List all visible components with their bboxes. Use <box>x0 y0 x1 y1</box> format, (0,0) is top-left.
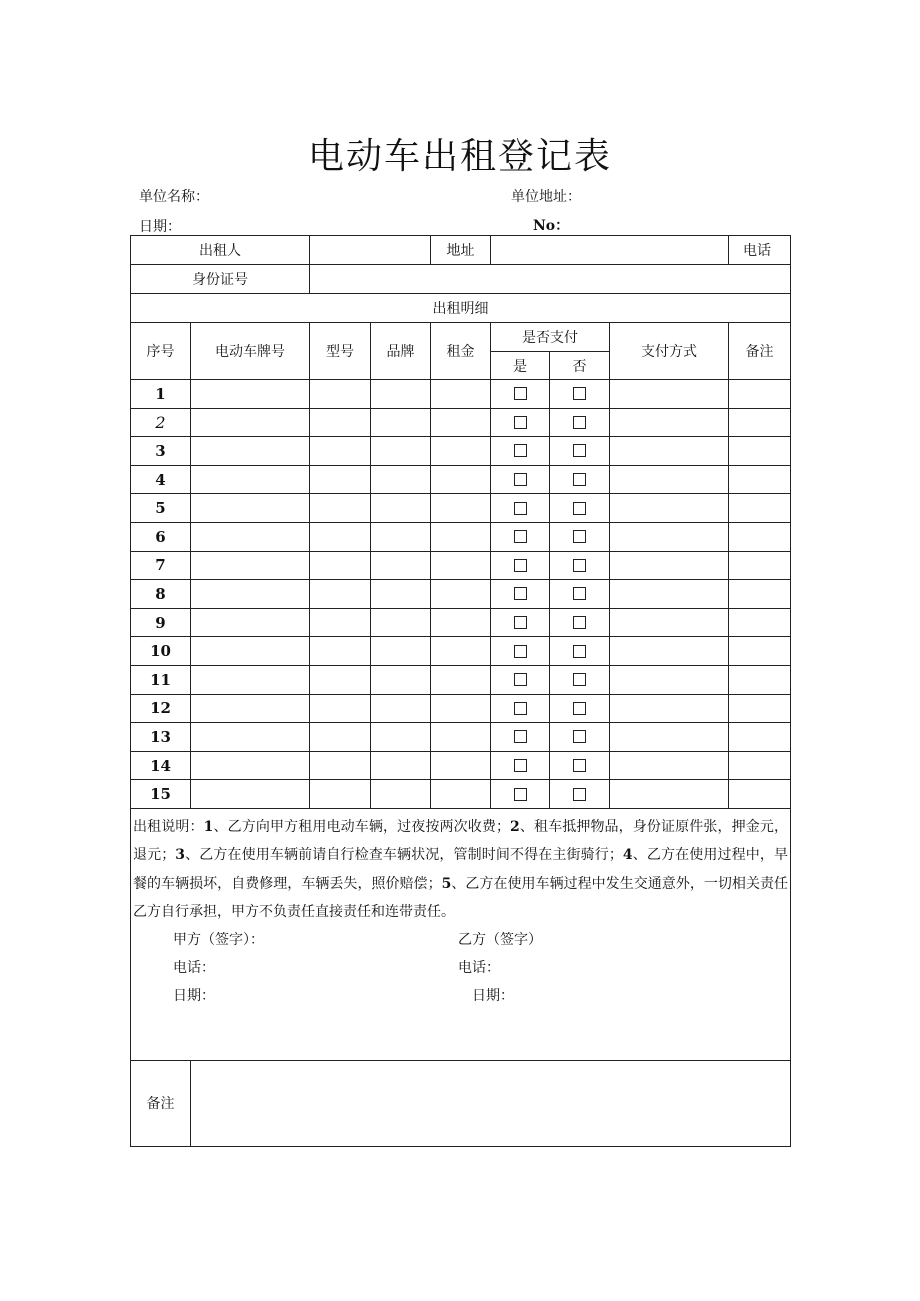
header-paid-group: 是否支付 <box>491 323 610 352</box>
paid-no-cell <box>550 665 610 694</box>
brand-cell[interactable] <box>371 723 431 752</box>
brand-cell[interactable] <box>371 665 431 694</box>
brand-cell[interactable] <box>371 494 431 523</box>
header-paid-no: 否 <box>550 352 610 380</box>
payment-method-cell[interactable] <box>610 694 729 723</box>
paid-no-checkbox[interactable] <box>573 530 586 543</box>
rental-detail-title: 出租明细 <box>131 294 791 323</box>
renter-value[interactable] <box>310 236 431 265</box>
payment-method-cell[interactable] <box>610 665 729 694</box>
model-cell[interactable] <box>310 522 371 551</box>
remark-cell[interactable] <box>729 637 791 666</box>
plate-cell[interactable] <box>191 608 310 637</box>
row-index: 15 <box>131 780 191 809</box>
row-index: 8 <box>131 580 191 609</box>
row-index: 9 <box>131 608 191 637</box>
rent-cell[interactable] <box>431 522 491 551</box>
brand-cell[interactable] <box>371 780 431 809</box>
plate-cell[interactable] <box>191 522 310 551</box>
paid-yes-checkbox[interactable] <box>514 730 527 743</box>
plate-cell[interactable] <box>191 494 310 523</box>
remark-cell[interactable] <box>729 522 791 551</box>
table-row <box>131 494 791 523</box>
notes-item-num: 4 <box>622 847 633 864</box>
rental-notes <box>131 809 790 927</box>
remark-cell[interactable] <box>729 408 791 437</box>
remark-cell[interactable] <box>729 751 791 780</box>
rent-cell[interactable] <box>431 637 491 666</box>
paid-no-checkbox[interactable] <box>573 559 586 572</box>
paid-no-checkbox[interactable] <box>573 416 586 429</box>
notes-item-num: 3 <box>175 847 186 864</box>
row-index: 7 <box>131 551 191 580</box>
model-cell[interactable] <box>310 408 371 437</box>
notes-item-text: 、乙方在使用过程中，早餐的车辆损坏，自费修理，车辆丢失，照价赔偿； <box>133 847 789 892</box>
paid-no-cell <box>550 780 610 809</box>
model-cell[interactable] <box>310 380 371 409</box>
payment-method-cell[interactable] <box>610 723 729 752</box>
table-row <box>131 751 791 780</box>
brand-cell[interactable] <box>371 522 431 551</box>
paid-no-cell <box>550 580 610 609</box>
model-cell[interactable] <box>310 608 371 637</box>
paid-yes-checkbox[interactable] <box>514 702 527 715</box>
notes-prefix: 出租说明： <box>133 818 204 835</box>
paid-yes-checkbox[interactable] <box>514 502 527 515</box>
row-index: 14 <box>131 751 191 780</box>
unit-address-label: 单位地址： <box>511 189 581 205</box>
paid-yes-checkbox[interactable] <box>514 759 527 772</box>
row-index: 5 <box>131 494 191 523</box>
row-index: 2 <box>131 408 191 437</box>
paid-no-cell <box>550 551 610 580</box>
table-row <box>131 694 791 723</box>
table-row <box>131 780 791 809</box>
plate-cell[interactable] <box>191 380 310 409</box>
rent-cell[interactable] <box>431 380 491 409</box>
payment-method-cell[interactable] <box>610 780 729 809</box>
brand-cell[interactable] <box>371 608 431 637</box>
no-label: No： <box>533 218 570 234</box>
payment-method-cell[interactable] <box>610 494 729 523</box>
table-row <box>131 608 791 637</box>
model-cell[interactable] <box>310 637 371 666</box>
footer-remark-label: 备注 <box>131 1060 191 1146</box>
party-a-phone-label: 电话： <box>173 959 215 976</box>
party-a-date-label: 日期： <box>173 987 215 1004</box>
paid-no-checkbox[interactable] <box>573 788 586 801</box>
header-brand: 品牌 <box>371 323 431 380</box>
rent-cell[interactable] <box>431 608 491 637</box>
plate-cell[interactable] <box>191 637 310 666</box>
paid-no-cell <box>550 694 610 723</box>
payment-method-cell[interactable] <box>610 608 729 637</box>
notes-item-num: 2 <box>509 818 520 835</box>
paid-no-cell <box>550 608 610 637</box>
model-cell[interactable] <box>310 751 371 780</box>
paid-yes-checkbox[interactable] <box>514 673 527 686</box>
payment-method-cell[interactable] <box>610 380 729 409</box>
rental-notes-section <box>131 808 791 1060</box>
paid-no-checkbox[interactable] <box>573 444 586 457</box>
paid-yes-checkbox[interactable] <box>514 416 527 429</box>
brand-cell[interactable] <box>371 751 431 780</box>
paid-no-cell <box>550 380 610 409</box>
paid-yes-cell <box>491 723 550 752</box>
row-index: 10 <box>131 637 191 666</box>
brand-cell[interactable] <box>371 408 431 437</box>
paid-no-checkbox[interactable] <box>573 587 586 600</box>
plate-cell[interactable] <box>191 465 310 494</box>
row-index: 4 <box>131 465 191 494</box>
paid-no-checkbox[interactable] <box>573 702 586 715</box>
table-row <box>131 437 791 466</box>
payment-method-cell[interactable] <box>610 522 729 551</box>
row-index: 13 <box>131 723 191 752</box>
date-label: 日期： <box>139 219 181 235</box>
remark-cell[interactable] <box>729 551 791 580</box>
header-rent: 租金 <box>431 323 491 380</box>
paid-no-cell <box>550 522 610 551</box>
notes-item-text: 、乙方在使用车辆前请自行检查车辆状况，管制时间不得在主街骑行； <box>185 847 623 864</box>
paid-no-checkbox[interactable] <box>573 730 586 743</box>
party-b-sign-label: 乙方（签字） <box>458 931 542 948</box>
row-index: 6 <box>131 522 191 551</box>
notes-item-text: 、乙方在使用车辆过程中发生交通意外，一切相关责任乙方自行承担，甲方不负责任直接责任和连带责任。 <box>133 875 789 921</box>
plate-cell[interactable] <box>191 551 310 580</box>
table-row <box>131 551 791 580</box>
paid-yes-checkbox[interactable] <box>514 444 527 457</box>
table-row <box>131 408 791 437</box>
footer-remark-value[interactable] <box>191 1060 791 1146</box>
paid-no-checkbox[interactable] <box>573 673 586 686</box>
address-label: 地址 <box>431 236 491 265</box>
brand-cell[interactable] <box>371 437 431 466</box>
rent-cell[interactable] <box>431 751 491 780</box>
paid-no-checkbox[interactable] <box>573 502 586 515</box>
brand-cell[interactable] <box>371 551 431 580</box>
table-row <box>131 380 791 409</box>
paid-yes-cell <box>491 580 550 609</box>
model-cell[interactable] <box>310 694 371 723</box>
model-cell[interactable] <box>310 780 371 809</box>
paid-yes-cell <box>491 751 550 780</box>
brand-cell[interactable] <box>371 580 431 609</box>
paid-yes-checkbox[interactable] <box>514 788 527 801</box>
paid-yes-checkbox[interactable] <box>514 473 527 486</box>
paid-yes-cell <box>491 522 550 551</box>
paid-no-checkbox[interactable] <box>573 645 586 658</box>
header-payment-method: 支付方式 <box>610 323 729 380</box>
plate-cell[interactable] <box>191 723 310 752</box>
brand-cell[interactable] <box>371 380 431 409</box>
paid-no-checkbox[interactable] <box>573 616 586 629</box>
party-a-sign-label: 甲方（签字）： <box>173 931 264 948</box>
remark-cell[interactable] <box>729 665 791 694</box>
paid-yes-cell <box>491 608 550 637</box>
paid-yes-checkbox[interactable] <box>514 559 527 572</box>
payment-method-cell[interactable] <box>610 751 729 780</box>
remark-cell[interactable] <box>729 437 791 466</box>
notes-item-num: 1 <box>203 818 214 835</box>
paid-yes-checkbox[interactable] <box>514 530 527 543</box>
header-index: 序号 <box>131 323 191 380</box>
paid-yes-cell <box>491 465 550 494</box>
remark-cell[interactable] <box>729 465 791 494</box>
table-row <box>131 637 791 666</box>
paid-yes-checkbox[interactable] <box>514 387 527 400</box>
payment-method-cell[interactable] <box>610 637 729 666</box>
rent-cell[interactable] <box>431 665 491 694</box>
brand-cell[interactable] <box>371 637 431 666</box>
plate-cell[interactable] <box>191 665 310 694</box>
renter-label: 出租人 <box>131 236 310 265</box>
plate-cell[interactable] <box>191 408 310 437</box>
plate-cell[interactable] <box>191 437 310 466</box>
remark-cell[interactable] <box>729 780 791 809</box>
phone-label: 电话 <box>729 236 791 265</box>
model-cell[interactable] <box>310 723 371 752</box>
brand-cell[interactable] <box>371 465 431 494</box>
paid-no-checkbox[interactable] <box>573 473 586 486</box>
party-b-date-label: 日期： <box>472 987 514 1004</box>
notes-item-num: 5 <box>441 875 452 892</box>
paid-yes-checkbox[interactable] <box>514 587 527 600</box>
row-index: 12 <box>131 694 191 723</box>
rent-cell[interactable] <box>431 551 491 580</box>
paid-no-checkbox[interactable] <box>573 387 586 400</box>
model-cell[interactable] <box>310 465 371 494</box>
paid-yes-checkbox[interactable] <box>514 616 527 629</box>
payment-method-cell[interactable] <box>610 580 729 609</box>
model-cell[interactable] <box>310 665 371 694</box>
header-plate: 电动车牌号 <box>191 323 310 380</box>
paid-yes-cell <box>491 694 550 723</box>
rent-cell[interactable] <box>431 408 491 437</box>
rent-cell[interactable] <box>431 465 491 494</box>
paid-no-cell <box>550 637 610 666</box>
row-index: 1 <box>131 380 191 409</box>
remark-cell[interactable] <box>729 380 791 409</box>
id-value[interactable] <box>310 265 791 294</box>
rent-cell[interactable] <box>431 580 491 609</box>
paid-no-cell <box>550 494 610 523</box>
paid-yes-cell <box>491 408 550 437</box>
paid-yes-cell <box>491 551 550 580</box>
payment-method-cell[interactable] <box>610 408 729 437</box>
paid-yes-cell <box>491 665 550 694</box>
table-row <box>131 580 791 609</box>
paid-yes-checkbox[interactable] <box>514 645 527 658</box>
paid-yes-cell <box>491 780 550 809</box>
rent-cell[interactable] <box>431 494 491 523</box>
payment-method-cell[interactable] <box>610 465 729 494</box>
remark-cell[interactable] <box>729 608 791 637</box>
paid-yes-cell <box>491 437 550 466</box>
paid-yes-cell <box>491 494 550 523</box>
paid-yes-cell <box>491 380 550 409</box>
page-title: 电动车出租登记表 <box>307 136 612 177</box>
id-label: 身份证号 <box>131 265 310 294</box>
plate-cell[interactable] <box>191 780 310 809</box>
rent-cell[interactable] <box>431 723 491 752</box>
row-index: 11 <box>131 665 191 694</box>
remark-cell[interactable] <box>729 494 791 523</box>
paid-no-cell <box>550 751 610 780</box>
party-b-phone-label: 电话： <box>458 959 500 976</box>
model-cell[interactable] <box>310 551 371 580</box>
table-row <box>131 665 791 694</box>
table-row <box>131 522 791 551</box>
model-cell[interactable] <box>310 494 371 523</box>
rent-cell[interactable] <box>431 694 491 723</box>
plate-cell[interactable] <box>191 694 310 723</box>
remark-cell[interactable] <box>729 723 791 752</box>
plate-cell[interactable] <box>191 751 310 780</box>
header-model: 型号 <box>310 323 371 380</box>
notes-item-text: 、乙方向甲方租用电动车辆，过夜按两次收费； <box>213 818 510 835</box>
table-row <box>131 723 791 752</box>
paid-no-cell <box>550 465 610 494</box>
header-paid-yes: 是 <box>491 352 550 380</box>
paid-no-cell <box>550 408 610 437</box>
brand-cell[interactable] <box>371 694 431 723</box>
table-row <box>131 465 791 494</box>
payment-method-cell[interactable] <box>610 437 729 466</box>
paid-yes-cell <box>491 637 550 666</box>
remark-cell[interactable] <box>729 580 791 609</box>
payment-method-cell[interactable] <box>610 551 729 580</box>
header-remark: 备注 <box>729 323 791 380</box>
model-cell[interactable] <box>310 437 371 466</box>
notes-item-text: 、租车抵押物品，身份证原件张，押金元，退元； <box>133 818 789 864</box>
model-cell[interactable] <box>310 580 371 609</box>
address-value[interactable] <box>491 236 729 265</box>
plate-cell[interactable] <box>191 580 310 609</box>
row-index: 3 <box>131 437 191 466</box>
rent-cell[interactable] <box>431 437 491 466</box>
rent-cell[interactable] <box>431 780 491 809</box>
remark-cell[interactable] <box>729 694 791 723</box>
rental-form-table <box>130 235 791 1147</box>
paid-no-cell <box>550 437 610 466</box>
unit-name-label: 单位名称： <box>139 189 209 205</box>
paid-no-checkbox[interactable] <box>573 759 586 772</box>
paid-no-cell <box>550 723 610 752</box>
